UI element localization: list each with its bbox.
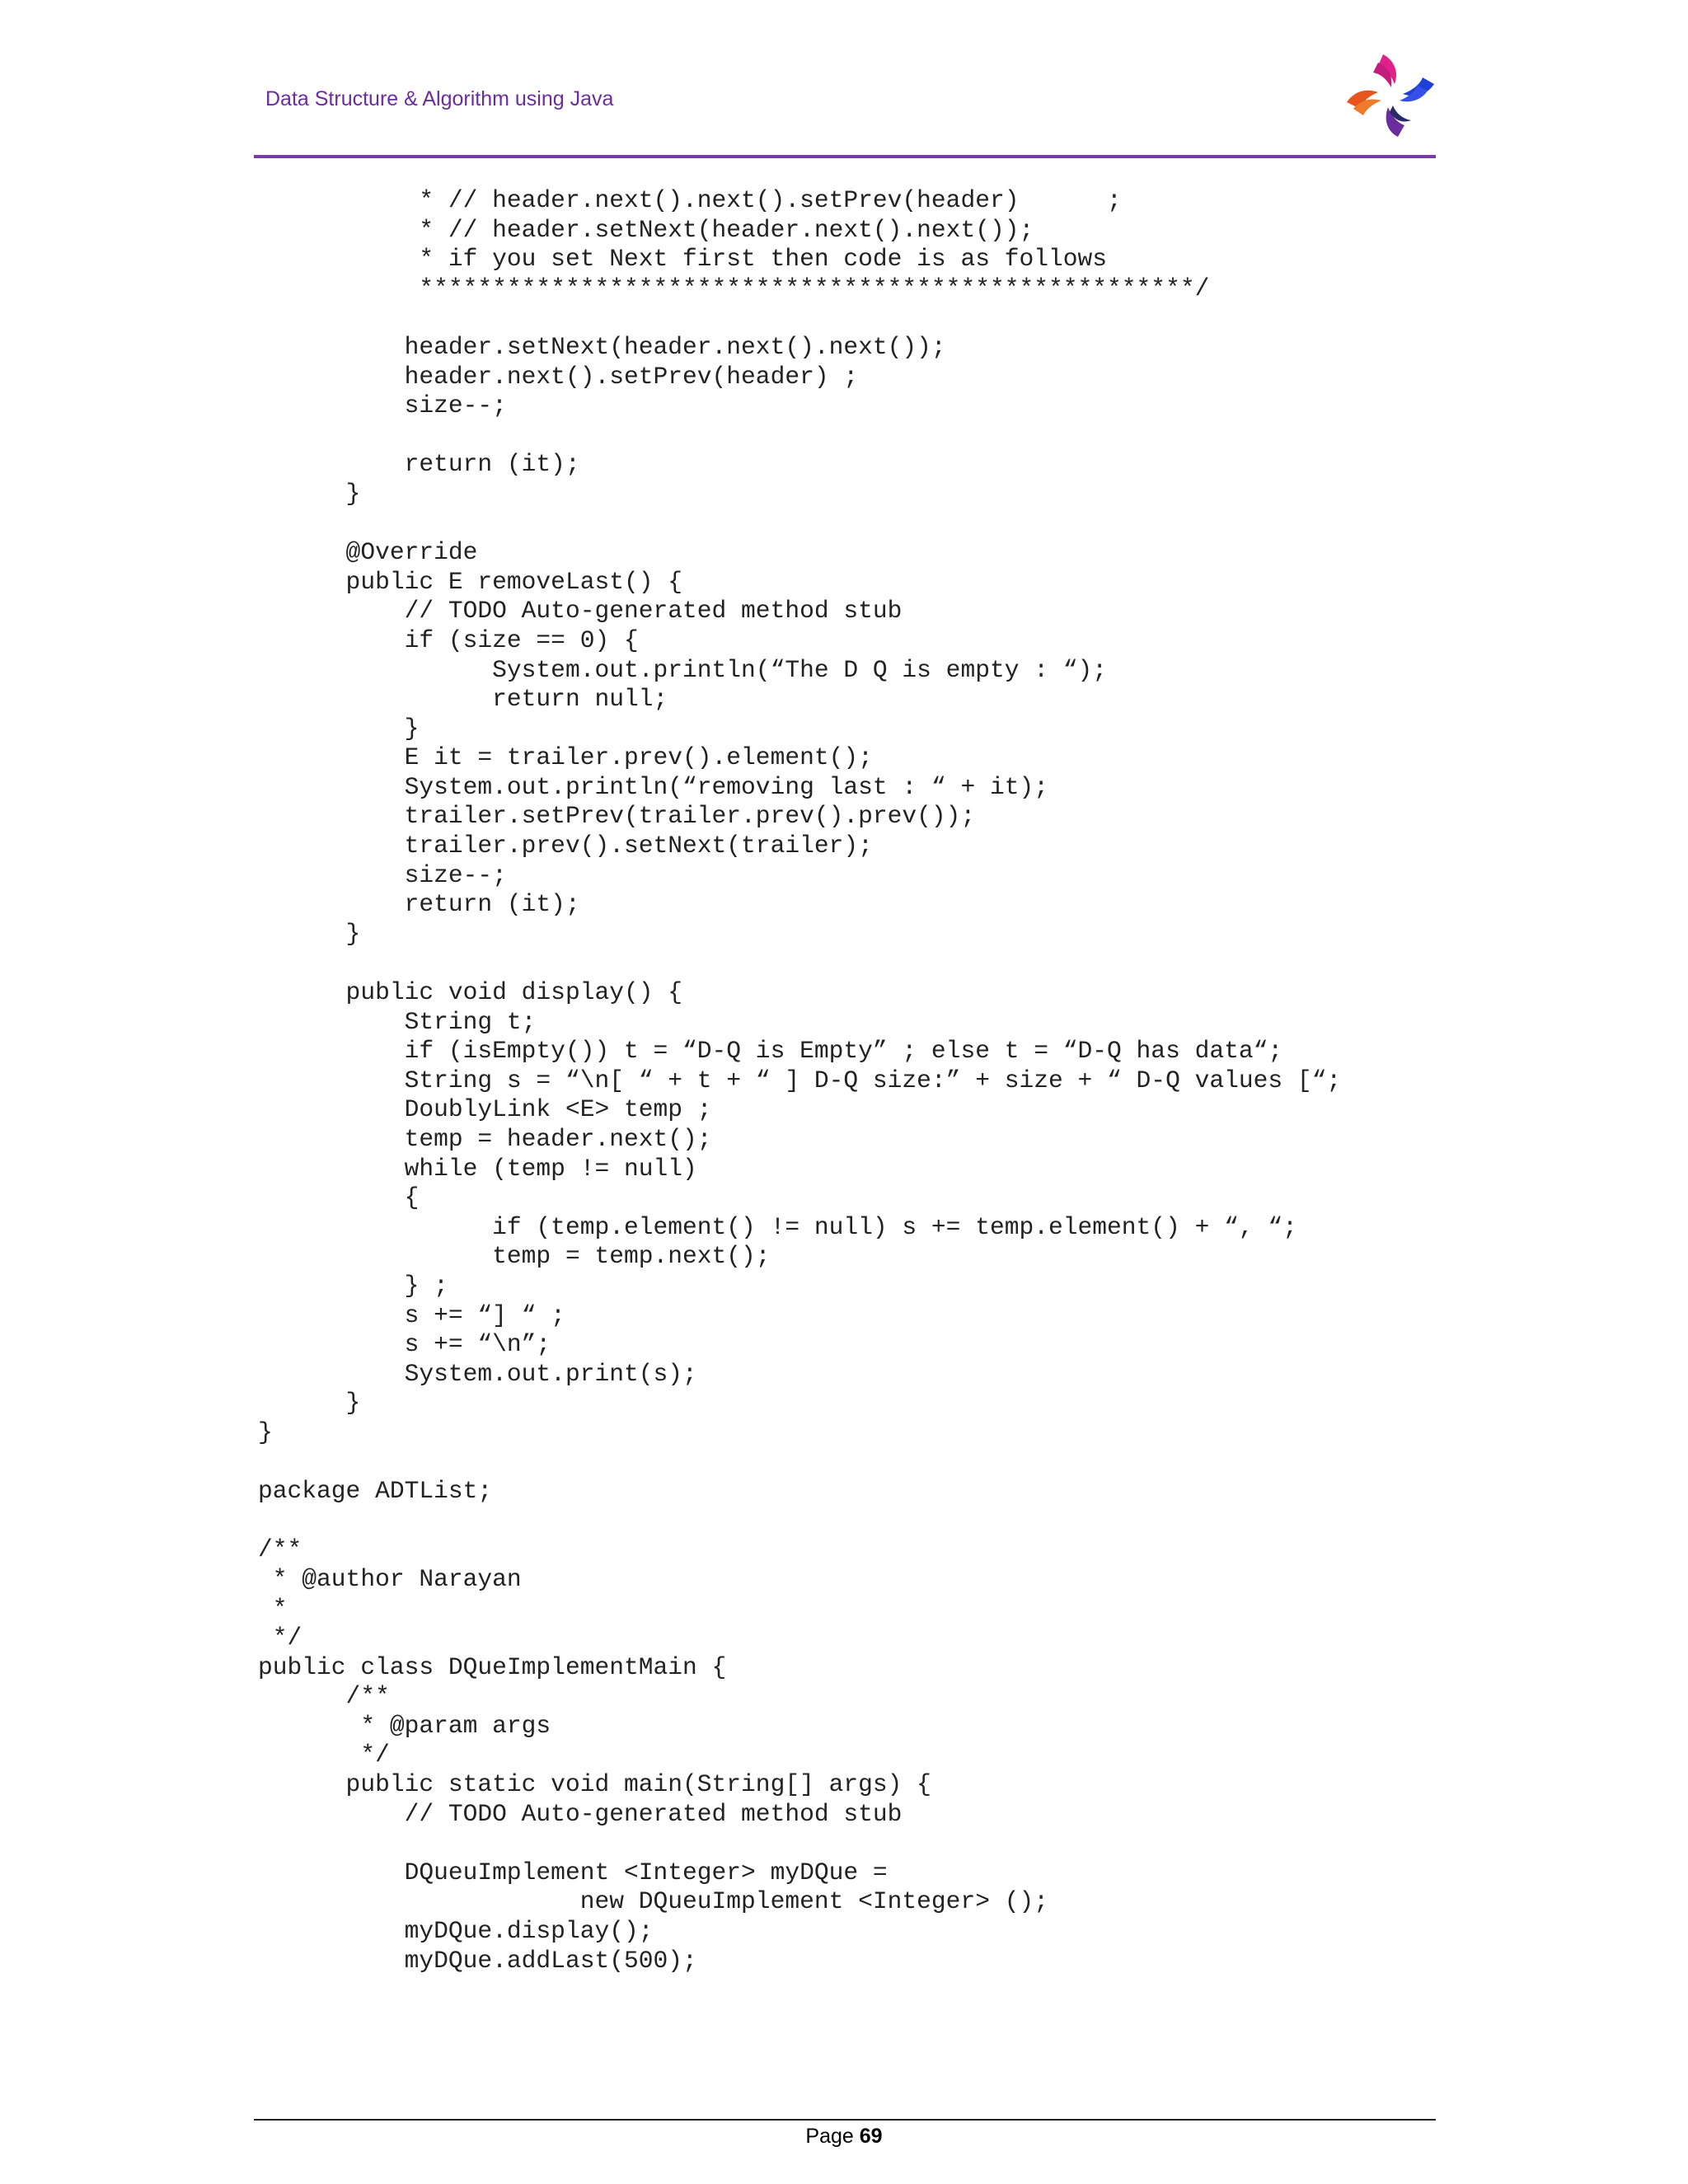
code-line: myDQue.display(); <box>258 1917 654 1946</box>
code-line: if (size == 0) { <box>258 626 639 654</box>
code-line: } <box>258 1389 361 1418</box>
code-line: System.out.println(“The D Q is empty : “); <box>258 655 1108 684</box>
logo-petal-left <box>1347 91 1381 115</box>
code-line: while (temp != null) <box>258 1154 697 1183</box>
header-title: Data Structure & Algorithm using Java <box>265 87 614 110</box>
code-line: public static void main(String[] args) { <box>258 1770 931 1799</box>
page-number: 69 <box>859 2125 883 2148</box>
code-line: s += “] “ ; <box>258 1301 565 1329</box>
code-line: } ; <box>258 1271 448 1300</box>
code-line: header.setNext(header.next().next()); <box>258 332 946 361</box>
code-line: trailer.prev().setNext(trailer); <box>258 832 873 860</box>
code-line: } <box>258 1418 273 1446</box>
page-footer <box>0 2125 1688 2149</box>
code-line: * // header.setNext(header.next().next()); <box>258 215 1034 244</box>
page-label: Page <box>805 2125 854 2148</box>
code-line: s += “\n”; <box>258 1330 551 1359</box>
code-line <box>258 303 1341 333</box>
code-line: public E removeLast() { <box>258 567 683 596</box>
code-line: // TODO Auto-generated method stub <box>258 1799 903 1828</box>
code-line: } <box>258 919 361 948</box>
logo-petal-right <box>1400 77 1434 101</box>
code-line: // TODO Auto-generated method stub <box>258 597 903 626</box>
code-line: *****************************************************/ <box>258 274 1210 302</box>
header-divider <box>254 155 1436 158</box>
code-line: package ADTList; <box>258 1477 493 1506</box>
code-line: return (it); <box>258 450 580 479</box>
footer-divider <box>254 2119 1436 2121</box>
code-line: size--; <box>258 860 507 889</box>
code-listing <box>258 186 1341 1975</box>
code-line: } <box>258 479 361 508</box>
code-line: } <box>258 714 420 743</box>
code-line <box>258 421 1341 451</box>
logo-petal-bottom <box>1386 105 1411 137</box>
code-line: if (temp.element() != null) s += temp.element() + “, “; <box>258 1212 1297 1241</box>
logo-icon <box>1345 51 1437 140</box>
code-line: public class DQueImplementMain { <box>258 1652 727 1681</box>
code-line: String t; <box>258 1007 537 1036</box>
code-line: @Override <box>258 538 478 567</box>
code-line: trailer.setPrev(trailer.prev().prev()); <box>258 802 976 831</box>
code-line: * if you set Next first then code is as follows <box>258 245 1108 274</box>
code-line: * @param args <box>258 1711 551 1740</box>
code-line: header.next().setPrev(header) ; <box>258 362 859 391</box>
code-line: public void display() { <box>258 978 683 1007</box>
code-line: System.out.print(s); <box>258 1359 697 1388</box>
code-line: temp = header.next(); <box>258 1125 712 1153</box>
code-line: /** <box>258 1682 390 1711</box>
code-line: * <box>258 1594 288 1623</box>
code-line: DQueuImplement <Integer> myDQue = <box>258 1858 888 1886</box>
code-line: myDQue.addLast(500); <box>258 1946 697 1975</box>
logo-petal-top <box>1373 54 1396 87</box>
code-line: /** <box>258 1535 302 1564</box>
code-line: * @author Narayan <box>258 1564 522 1593</box>
code-line: String s = “\n[ “ + t + “ ] D-Q size:” + size + “ D-Q values [“; <box>258 1066 1342 1094</box>
code-line: return null; <box>258 685 668 714</box>
code-line <box>258 1448 1341 1478</box>
code-line: size--; <box>258 391 507 420</box>
code-line: * // header.next().next().setPrev(header) ; <box>258 186 1122 214</box>
code-line: return (it); <box>258 890 580 919</box>
code-line <box>258 1829 1341 1858</box>
code-line: new DQueuImplement <Integer> (); <box>258 1887 1048 1916</box>
code-line <box>258 509 1341 539</box>
code-line: DoublyLink <E> temp ; <box>258 1095 712 1124</box>
code-line: temp = temp.next(); <box>258 1242 771 1271</box>
code-line <box>258 1507 1341 1536</box>
code-line <box>258 949 1341 978</box>
code-line: */ <box>258 1624 302 1652</box>
code-line: if (isEmpty()) t = “D-Q is Empty” ; else t = “D-Q has data“; <box>258 1037 1283 1066</box>
code-line: */ <box>258 1741 390 1769</box>
code-line: System.out.println(“removing last : “ + it); <box>258 772 1048 801</box>
code-line: E it = trailer.prev().element(); <box>258 743 873 772</box>
code-line: { <box>258 1183 420 1212</box>
